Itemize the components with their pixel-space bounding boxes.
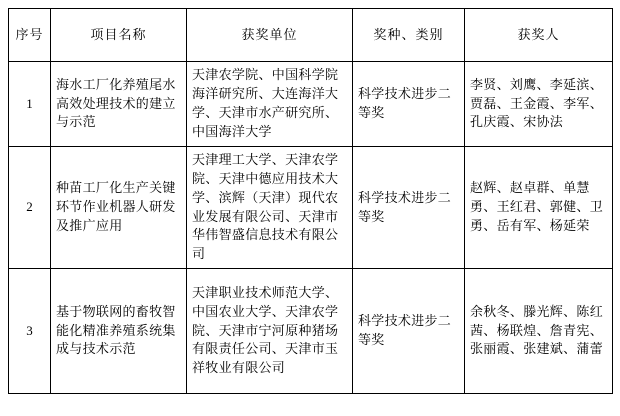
- row-number: 2: [9, 147, 51, 269]
- table-header-row: [9, 9, 613, 62]
- award-person: 余秋冬、滕光辉、陈红茜、杨联煌、詹青宪、张丽霞、张建斌、蒲蕾: [465, 269, 613, 394]
- project-name: 海水工厂化养殖尾水高效处理技术的建立与示范: [51, 62, 187, 147]
- table-header: [9, 9, 613, 62]
- award-person: 赵辉、赵卓群、单慧勇、王红君、郭健、卫勇、岳有军、杨延荣: [465, 147, 613, 269]
- award-unit: 天津理工大学、天津农学院、天津中德应用技术大学、滨辉（天津）现代农业发展有限公司、天津市华伟智盛信息技术有限公司: [187, 147, 353, 269]
- table-body: [9, 62, 613, 394]
- table-row: [9, 62, 613, 147]
- table-row: [9, 269, 613, 394]
- header-cell-no: 序号: [9, 9, 51, 62]
- award-kind: 科学技术进步二等奖: [353, 269, 465, 394]
- header-cell-person: 获奖人: [465, 9, 613, 62]
- row-number: 1: [9, 62, 51, 147]
- award-kind: 科学技术进步二等奖: [353, 62, 465, 147]
- table-row: [9, 147, 613, 269]
- header-cell-name: 项目名称: [51, 9, 187, 62]
- award-kind: 科学技术进步二等奖: [353, 147, 465, 269]
- header-cell-kind: 奖种、类别: [353, 9, 465, 62]
- row-number: 3: [9, 269, 51, 394]
- award-table: [8, 8, 613, 394]
- award-unit: 天津农学院、中国科学院海洋研究所、大连海洋大学、天津市水产研究所、中国海洋大学: [187, 62, 353, 147]
- project-name: 基于物联网的畜牧智能化精准养殖系统集成与技术示范: [51, 269, 187, 394]
- award-person: 李贤、刘鹰、李延滨、贾磊、王金霞、李军、孔庆霞、宋协法: [465, 62, 613, 147]
- header-cell-unit: 获奖单位: [187, 9, 353, 62]
- award-unit: 天津职业技术师范大学、中国农业大学、天津农学院、天津市宁河原种猪场有限责任公司、天津市玉祥牧业有限公司: [187, 269, 353, 394]
- project-name: 种苗工厂化生产关键环节作业机器人研发及推广应用: [51, 147, 187, 269]
